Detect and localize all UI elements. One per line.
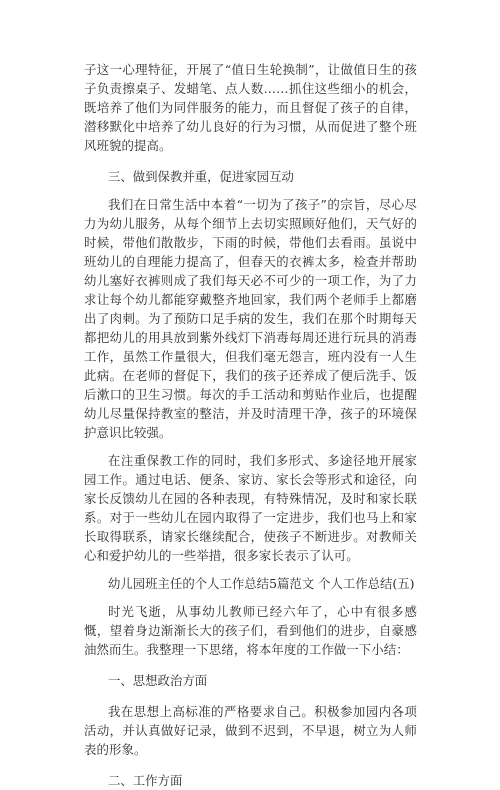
paragraph-care-and-education: 我们在日常生活中本着“一切为了孩子”的宗旨，尽心尽力为幼儿服务，从每个细节上去切实照顾好他们，天气好的时候，带他们散散步，下雨的时候，带他们去看雨。虽说中班幼儿的自理能力提高了，但春天的衣裤太多，检查并帮助幼儿塞好衣裤则成了我们每天必不可少的一项工作，为了力求让每个幼儿都能穿戴整齐地回家，我们两个老师手上都磨出了肉刺。为了预防口足手病的发生，我们在那个时期每天都把幼儿的用具放到紫外线灯下消毒每周还进行玩具的消毒工作，虽然工作量很大，但我们毫无怨言，班内没有一人生此病。在老师的督促下，我们的孩子还养成了便后洗手、饭后漱口的卫生习惯。每次的手工活动和剪贴作业后，也提醒幼儿尽量保持教室的整洁，并及时清理干净，孩子的环境保护意识比较强。: [84, 197, 417, 440]
section-heading-political-thought: 一、思想政治方面: [108, 673, 208, 688]
section-heading-3: 三、做到保教并重，促进家园互动: [108, 169, 294, 184]
section-heading-work: 二、工作方面: [108, 773, 183, 788]
document-body: [84, 60, 417, 790]
paragraph-continuation: 子这一心理特征，开展了“值日生轮换制”，让做值日生的孩子负责擦桌子、发蜡笔、点人数……抓住这些细小的机会，既培养了他们为同伴服务的能力，而且督促了孩子的自律，潜移默化中培养了幼儿良好的行为习惯，从而促进了整个班风班貌的提高。: [84, 62, 417, 153]
article-title-line: 幼儿园班主任的个人工作总结5篇范文 个人工作总结(五): [108, 576, 415, 591]
paragraph-political-thought: 我在思想上高标准的严格要求自己。积极参加园内各项活动，并认真做好记录，做到不迟到，不早退，树立为人师表的形象。: [84, 704, 417, 757]
paragraph-home-school-cooperation: 在注重保教工作的同时，我们多形式、多途径地开展家园工作。通过电话、便条、家访、家长会等形式和途径，向家长反馈幼儿在园的各种表现，有特殊情况，及时和家长联系。对于一些幼儿在园内取得了一定进步，我们也马上和家长取得联系，请家长继续配合，使孩子不断进步。对教师关心和爱护幼儿的一些举措，很多家长表示了认可。: [84, 453, 417, 563]
paragraph-intro: 时光飞逝，从事幼儿教师已经六年了，心中有很多感慨，望着身边渐渐长大的孩子们，看到他们的进步，自豪感油然而生。我整理一下思绪，将本年度的工作做一下小结：: [84, 604, 417, 657]
